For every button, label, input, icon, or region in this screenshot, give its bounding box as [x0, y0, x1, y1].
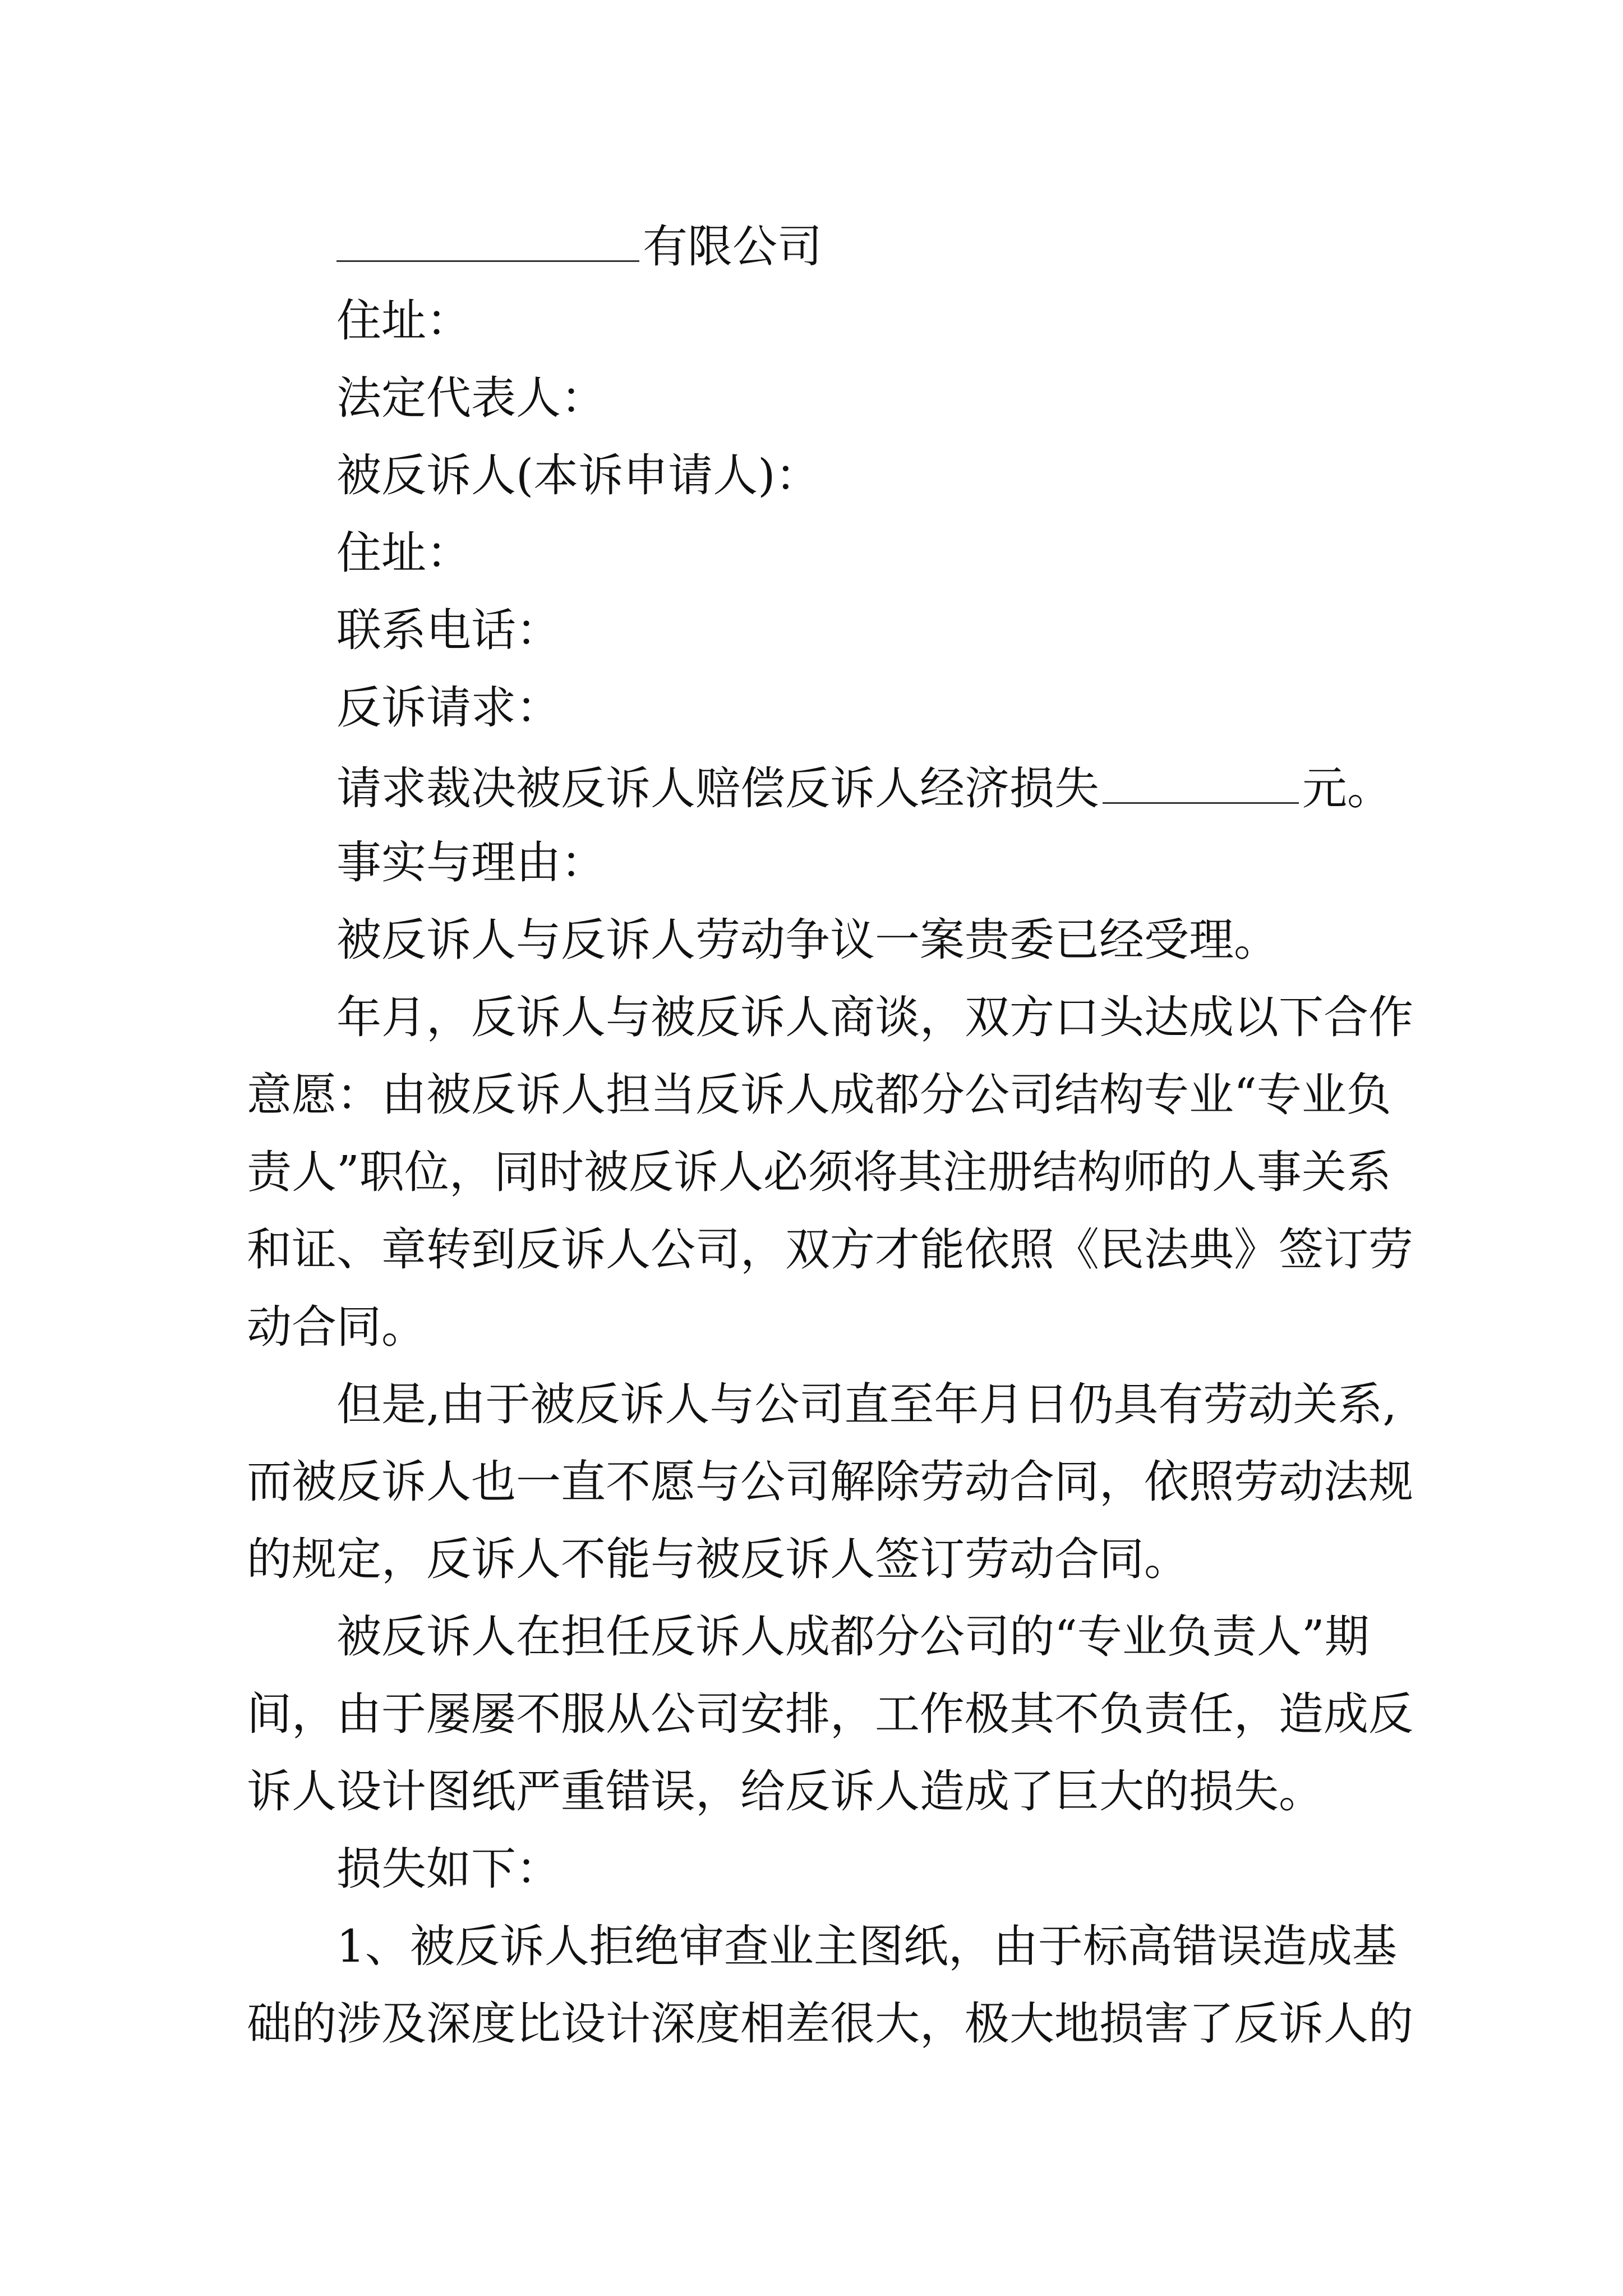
paragraph-line: 被反诉人与反诉人劳动争议一案贵委已经受理。: [336, 914, 1279, 966]
respondent-line: 被反诉人(本诉申请人)：: [336, 449, 820, 501]
paragraph-line: 意愿：由被反诉人担当反诉人成都分公司结构专业“专业负: [247, 1069, 1391, 1121]
paragraph-line: 1、被反诉人拒绝审查业主图纸，由于标高错误造成基: [336, 1920, 1397, 1972]
claim-unit: 元。: [1302, 762, 1392, 815]
paragraph-line: 础的涉及深度比设计深度相差很大，极大地损害了反诉人的: [247, 1998, 1413, 2050]
paragraph-line: 损失如下：: [336, 1843, 561, 1895]
paragraph-line: 诉人设计图纸严重错误，给反诉人造成了巨大的损失。: [247, 1765, 1324, 1818]
company-line: [336, 220, 1475, 273]
paragraph-line: 和证、章转到反诉人公司，双方才能依照《民法典》签订劳: [247, 1223, 1413, 1276]
address-line-2: 住址：: [336, 527, 471, 579]
paragraph-line: 的规定，反诉人不能与被反诉人签订劳动合同。: [247, 1533, 1189, 1585]
paragraph-line: 而被反诉人也一直不愿与公司解除劳动合同，依照劳动法规: [247, 1456, 1413, 1508]
paragraph-line: 被反诉人在担任反诉人成都分公司的“专业负责人”期: [336, 1611, 1370, 1663]
claim-text: 请求裁决被反诉人赔偿反诉人经济损失: [336, 762, 1099, 815]
paragraph-line: 动合同。: [247, 1301, 426, 1353]
claim-line: [336, 762, 1475, 815]
company-suffix: 有限公司: [643, 220, 822, 273]
paragraph-line: 但是,由于被反诉人与公司直至年月日仍具有劳动关系,: [336, 1378, 1397, 1430]
paragraph-line: 责人”职位，同时被反诉人必须将其注册结构师的人事关系: [247, 1146, 1391, 1198]
claims-heading: 反诉请求：: [336, 682, 561, 734]
address-line-1: 住址：: [336, 295, 471, 347]
facts-heading: 事实与理由：: [336, 836, 606, 889]
legal-rep-line: 法定代表人：: [336, 372, 606, 424]
phone-line: 联系电话：: [336, 604, 561, 656]
company-name-blank: [336, 221, 639, 262]
amount-blank: [1103, 763, 1299, 804]
paragraph-line: 年月，反诉人与被反诉人商谈，双方口头达成以下合作: [336, 991, 1413, 1043]
paragraph-line: 间，由于屡屡不服从公司安排，工作极其不负责任，造成反: [247, 1688, 1413, 1740]
